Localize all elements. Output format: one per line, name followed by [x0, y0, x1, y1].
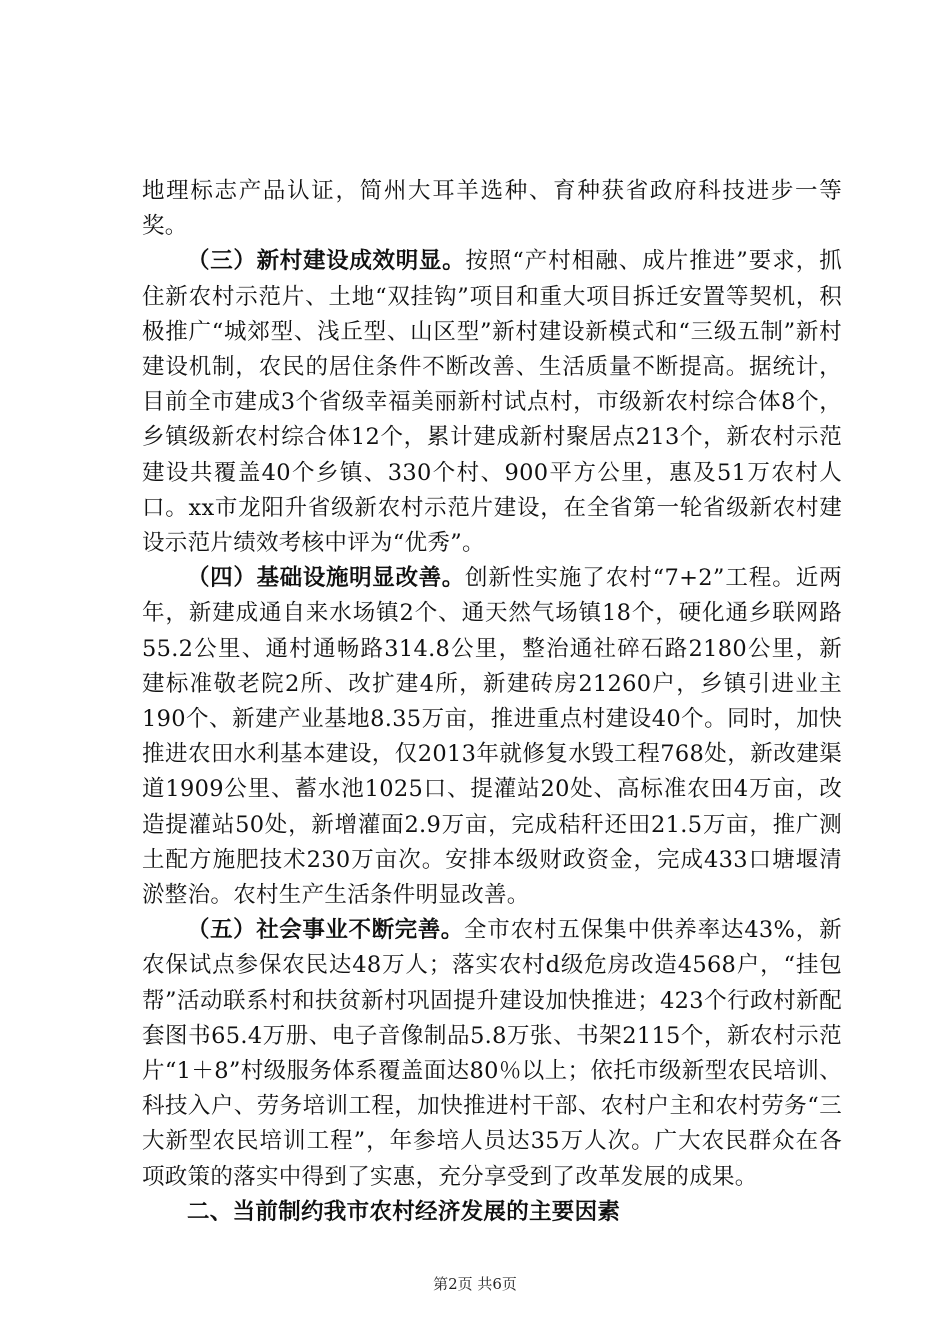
paragraph-social-undertakings	[142, 913, 842, 1195]
document-body	[142, 174, 842, 1230]
paragraph-text: 全市农村五保集中供养率达43%，新农保试点参保农民达48万人；落实农村d级危房改造4568户，“挂包帮”活动联系村和扶贫新村巩固提升建设加快推进；423个行政村新配套图书65.4万册、电子音像制品5.8万张、书架2115个，新农村示范片“1＋8”村级服务体系覆盖面达80％以上；依托市级新型农民培训、科技入户、劳务培训工程，加快推进村干部、农村户主和农村劳务“三大新型农民培训工程”，年参培人员达35万人次。广大农民群众在各项政策的落实中得到了实惠，充分享受到了改革发展的成果。	[142, 917, 842, 1190]
paragraph-text: 按照“产村相融、成片推进”要求，抓住新农村示范片、土地“双挂钩”项目和重大项目拆迁安置等契机，积极推广“城郊型、浅丘型、山区型”新村建设新模式和“三级五制”新村建设机制，农民的居住条件不断改善、生活质量不断提高。据统计，目前全市建成3个省级幸福美丽新村试点村，市级新农村综合体8个，乡镇级新农村综合体12个，累计建成新村聚居点213个，新农村示范建设共覆盖40个乡镇、330个村、900平方公里，惠及51万农村人口。xx市龙阳升省级新农村示范片建设，在全省第一轮省级新农村建设示范片绩效考核中评为“优秀”。	[142, 248, 842, 557]
paragraph-lead-heading: （四）基础设施明显改善。	[187, 565, 465, 592]
page-footer	[0, 1273, 950, 1294]
paragraph-lead-heading: （五）社会事业不断完善。	[187, 917, 464, 944]
page-number: 第2页 共6页	[433, 1275, 517, 1293]
paragraph-continuation	[142, 174, 842, 244]
paragraph-infrastructure	[142, 561, 842, 913]
paragraph-text: 创新性实施了农村“7+2”工程。近两年，新建成通自来水场镇2个、通天然气场镇18个，硬化通乡联网路55.2公里、通村通畅路314.8公里，整治通社碎石路2180公里，新建标准敬老院2所、改扩建4所，新建砖房21260户，乡镇引进业主190个、新建产业基地8.35万亩，推进重点村建设40个。同时，加快推进农田水利基本建设，仅2013年就修复水毁工程768处，新改建渠道1909公里、蓄水池1025口、提灌站20处、高标准农田4万亩，改造提灌站50处，新增灌面2.9万亩，完成秸秆还田21.5万亩，推广测土配方施肥技术230万亩次。安排本级财政资金，完成433口塘堰清淤整治。农村生产生活条件明显改善。	[142, 565, 842, 909]
paragraph-lead-heading: （三）新村建设成效明显。	[187, 248, 466, 275]
paragraph-text: 地理标志产品认证，简州大耳羊选种、育种获省政府科技进步一等奖。	[142, 178, 842, 240]
paragraph-new-village-construction	[142, 244, 842, 561]
section-heading: 二、当前制约我市农村经济发展的主要因素	[187, 1198, 621, 1225]
